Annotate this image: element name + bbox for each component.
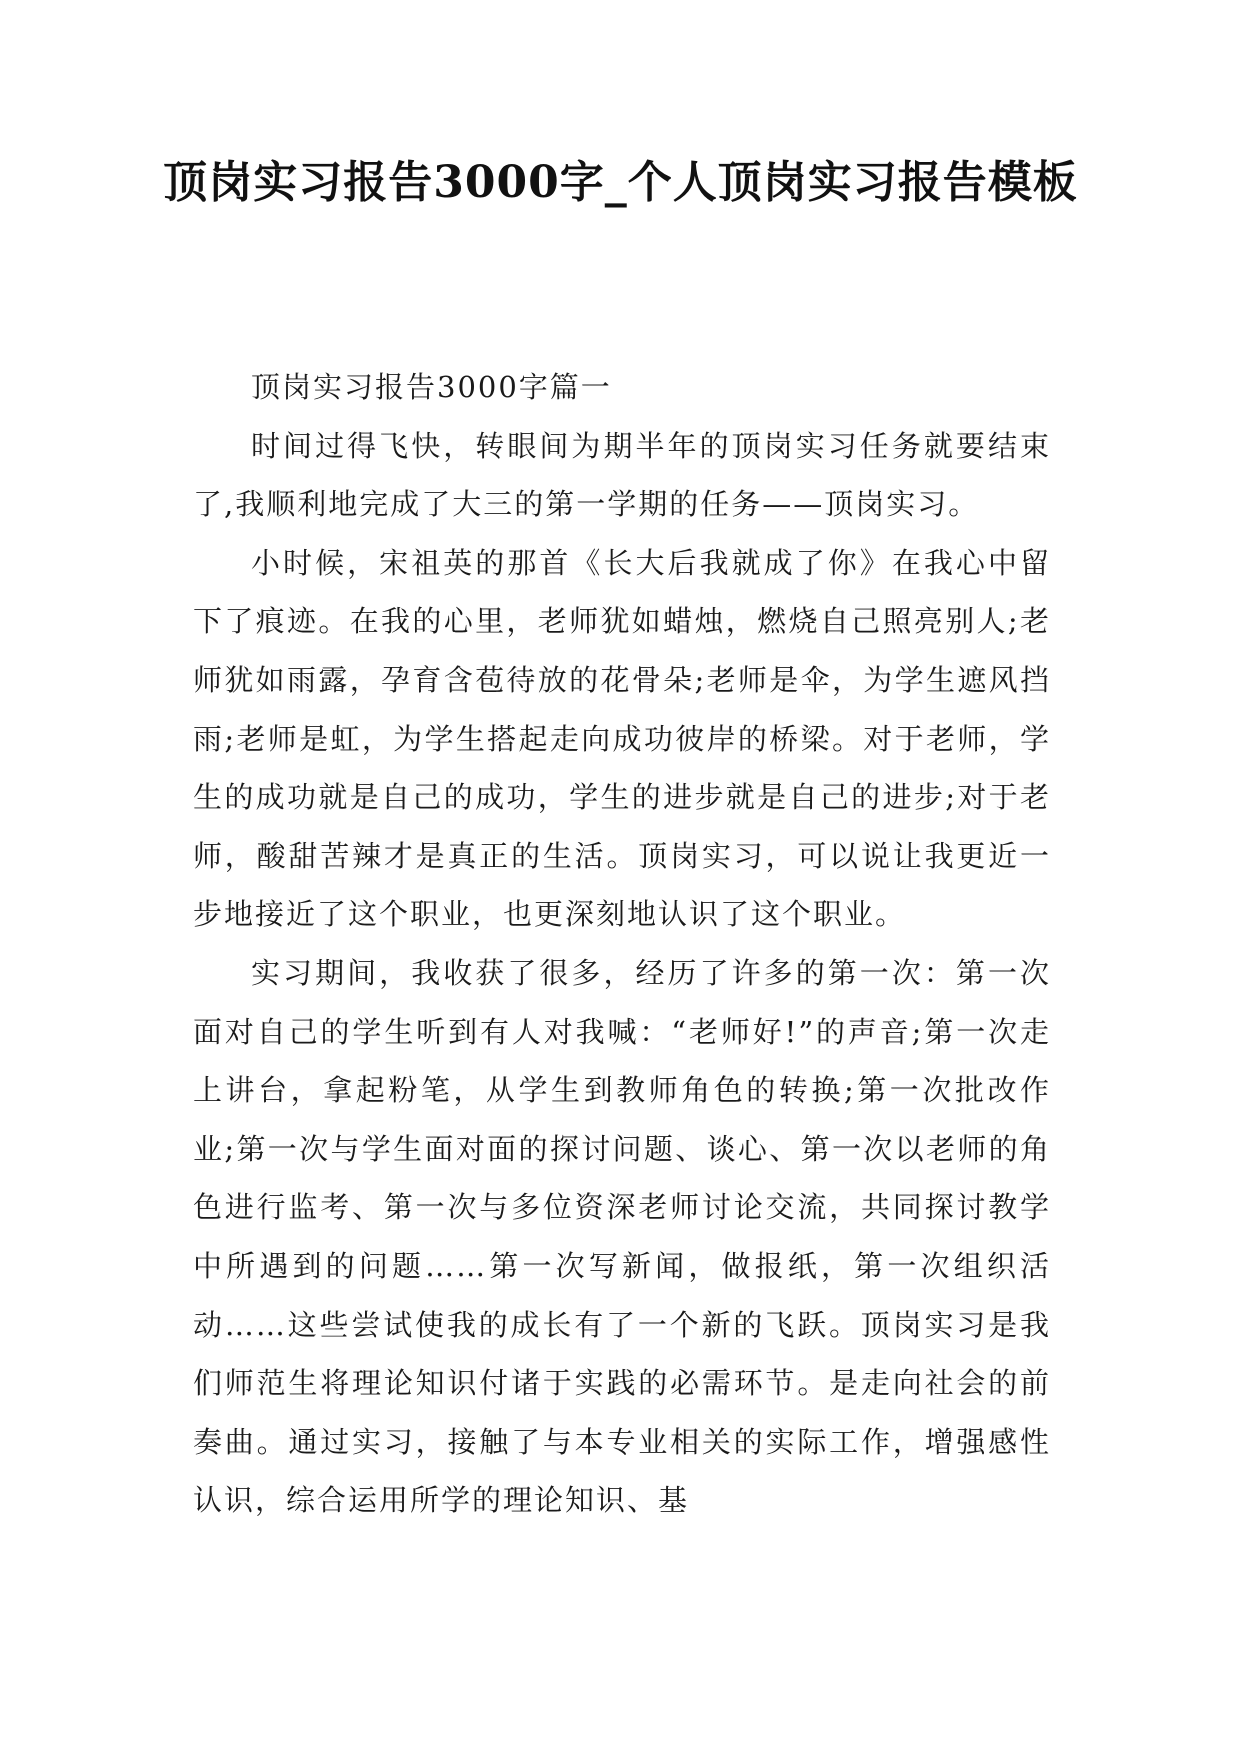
section-heading: 顶岗实习报告3000字篇一 bbox=[251, 370, 612, 404]
document-title: 顶岗实习报告3000字_个人顶岗实习报告模板 bbox=[163, 157, 1078, 208]
paragraph-intro: 时间过得飞快，转眼间为期半年的顶岗实习任务就要结束了,我顺利地完成了大三的第一学期的任务——顶岗实习。 bbox=[193, 428, 1051, 522]
paragraph-childhood: 小时候，宋祖英的那首《长大后我就成了你》在我心中留下了痕迹。在我的心里，老师犹如蜡烛，燃烧自己照亮别人;老师犹如雨露，孕育含苞待放的花骨朵;老师是伞，为学生遮风挡雨;老师是虹，为学生搭起走向成功彼岸的桥梁。对于老师，学生的成功就是自己的成功，学生的进步就是自己的进步;对于老师，酸甜苦辣才是真正的生活。顶岗实习，可以说让我更近一步地接近了这个职业，也更深刻地认识了这个职业。 bbox=[193, 545, 1051, 932]
document-body bbox=[193, 358, 1051, 1530]
paragraph-internship-firsts: 实习期间，我收获了很多，经历了许多的第一次：第一次面对自己的学生听到有人对我喊：“老师好!”的声音;第一次走上讲台，拿起粉笔，从学生到教师角色的转换;第一次批改作业;第一次与学生面对面的探讨问题、谈心、第一次以老师的角色进行监考、第一次与多位资深老师讨论交流，共同探讨教学中所遇到的问题……第一次写新闻，做报纸，第一次组织活动……这些尝试使我的成长有了一个新的飞跃。顶岗实习是我们师范生将理论知识付诸于实践的必需环节。是走向社会的前奏曲。通过实习，接触了与本专业相关的实际工作，增强感性认识，综合运用所学的理论知识、基 bbox=[193, 955, 1051, 1518]
